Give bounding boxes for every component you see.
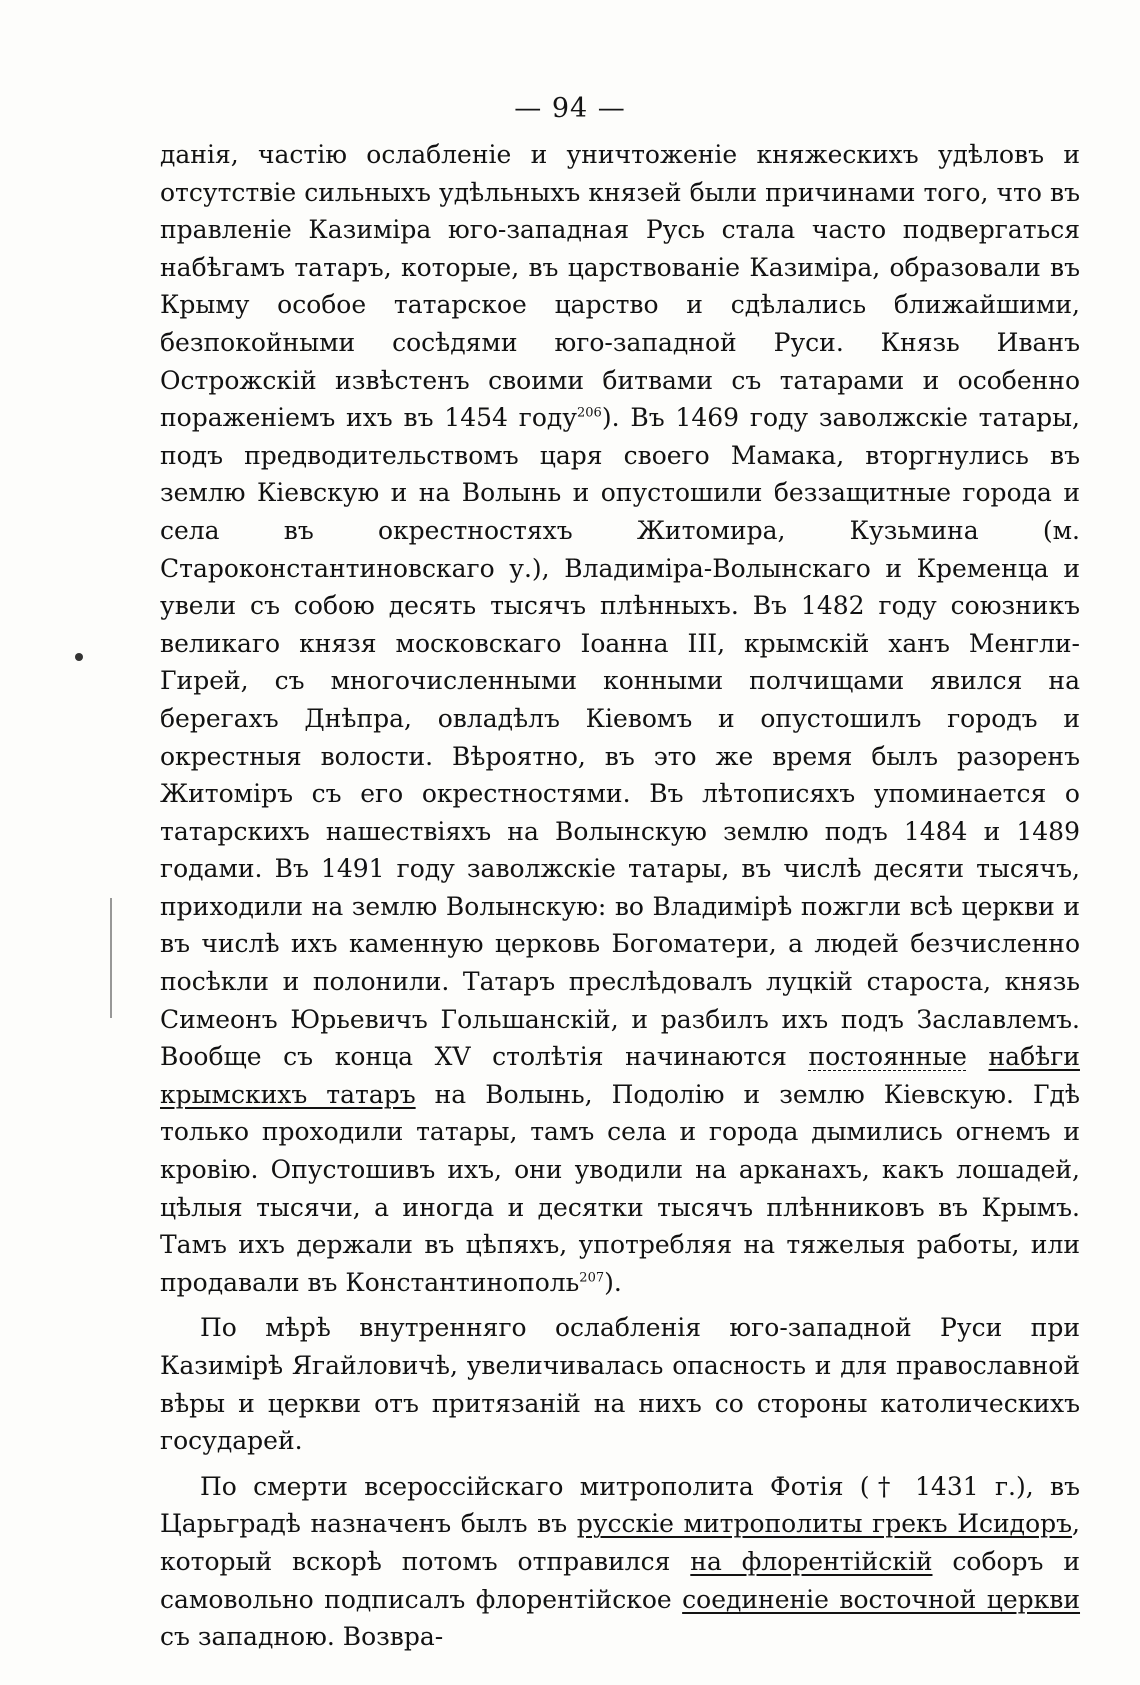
margin-pencil-mark — [110, 898, 112, 1018]
paragraph-3 — [160, 1468, 1080, 1656]
underlined-phrase: русскіе митрополиты грекъ Исидоръ — [576, 1509, 1073, 1539]
text-run: По мѣрѣ внутренняго ослабленія юго-западной Руси при Казимірѣ Ягайловичѣ, увеличивалась опасность и для православной вѣры и церкви отъ притязаній на нихъ со стороны католическихъ государей. — [160, 1313, 1080, 1456]
paragraph-2 — [160, 1309, 1080, 1459]
underlined-phrase: постоянные — [808, 1042, 967, 1072]
text-run: на Волынь, Подолію и землю Кіевскую. Гдѣ только проходили татары, тамъ села и города дымились огнемъ и кровію. Опустошивъ ихъ, они уводили на арканахъ, какъ лошадей, цѣлыя тысячи, а иногда и десятки тысячъ плѣнниковъ въ Крымъ. Тамъ ихъ держали въ цѣпяхъ, употребляя на тяжелыя работы, или продавали въ Константинополь — [160, 1079, 1080, 1297]
page-number: — 94 — — [514, 93, 626, 124]
text-run: ). Въ 1469 году заволжскіе татары, подъ предводительствомъ царя своего Мамака, вторгнулись въ землю Кіевскую и на Волынь и опустошили беззащитные города и села въ окрестностяхъ Житомира, Кузьмина (м. Староконстантиновскаго у.), Владиміра-Волынскаго и Кременца и увели съ собою десять тысячъ плѣнныхъ. Въ 1482 году союзникъ великаго князя московскаго Іоанна III, крымскій ханъ Менгли-Гирей, съ многочисленными конными полчищами явился на берегахъ Днѣпра, овладѣлъ Кіевомъ и опустошилъ городъ и окрестныя волости. Вѣроятно, въ это же время былъ разоренъ Житоміръ съ его окрестностями. Въ лѣтописяхъ упоминается о татарскихъ нашествіяхъ на Волынскую землю подъ 1484 и 1489 годами. Въ 1491 году заволжскіе татары, въ числѣ десяти тысячъ, приходили на землю Волынскую: во Владимірѣ пожгли всѣ церкви и въ числѣ ихъ каменную церковь Богоматери, а людей безчисленно посѣкли и полонили. Татаръ преслѣдовалъ луцкій староста, князь Симеонъ Юрьевичъ Гольшанскій, и разбилъ ихъ подъ Заславлемъ. Вообще съ конца XV столѣтія начинаются — [160, 403, 1080, 1072]
text-run: , который вскорѣ потомъ отправился — [160, 1509, 1080, 1576]
underlined-phrase: на флорентійскій — [690, 1546, 933, 1576]
paragraph-1 — [160, 136, 1080, 1301]
margin-ink-dot — [75, 653, 83, 661]
footnote-ref: 207 — [579, 1270, 605, 1286]
text-run: соборъ и самовольно подписалъ флорентійское — [160, 1546, 1081, 1614]
footnote-ref: 206 — [576, 405, 602, 421]
body-text — [160, 136, 1080, 1656]
text-run: ). — [604, 1267, 622, 1297]
text-run — [967, 1042, 989, 1071]
underlined-phrase: набѣги крымскихъ татаръ — [160, 1042, 1080, 1109]
text-run: данія, частію ослабленіе и уничтоженіе княжескихъ удѣловъ и отсутствіе сильныхъ удѣльныхъ князей были причинами того, что въ правленіе Казиміра юго-западная Русь стала часто подвергаться набѣгамъ татаръ, которые, въ царствованіе Казиміра, образовали въ Крыму особое татарское царство и сдѣлались ближайшими, безпокойными сосѣдями юго-западной Руси. Князь Иванъ Острожскій извѣстенъ своими битвами съ татарами и особенно пораженіемъ ихъ въ 1454 году — [160, 140, 1080, 433]
text-run: По смерти всероссійскаго митрополита Фотія († 1431 г.), въ Царьградѣ назначенъ былъ въ — [160, 1471, 1080, 1539]
underlined-phrase: соединеніе восточной церкви — [682, 1584, 1081, 1614]
text-run: съ западною. Возвра- — [160, 1622, 444, 1652]
